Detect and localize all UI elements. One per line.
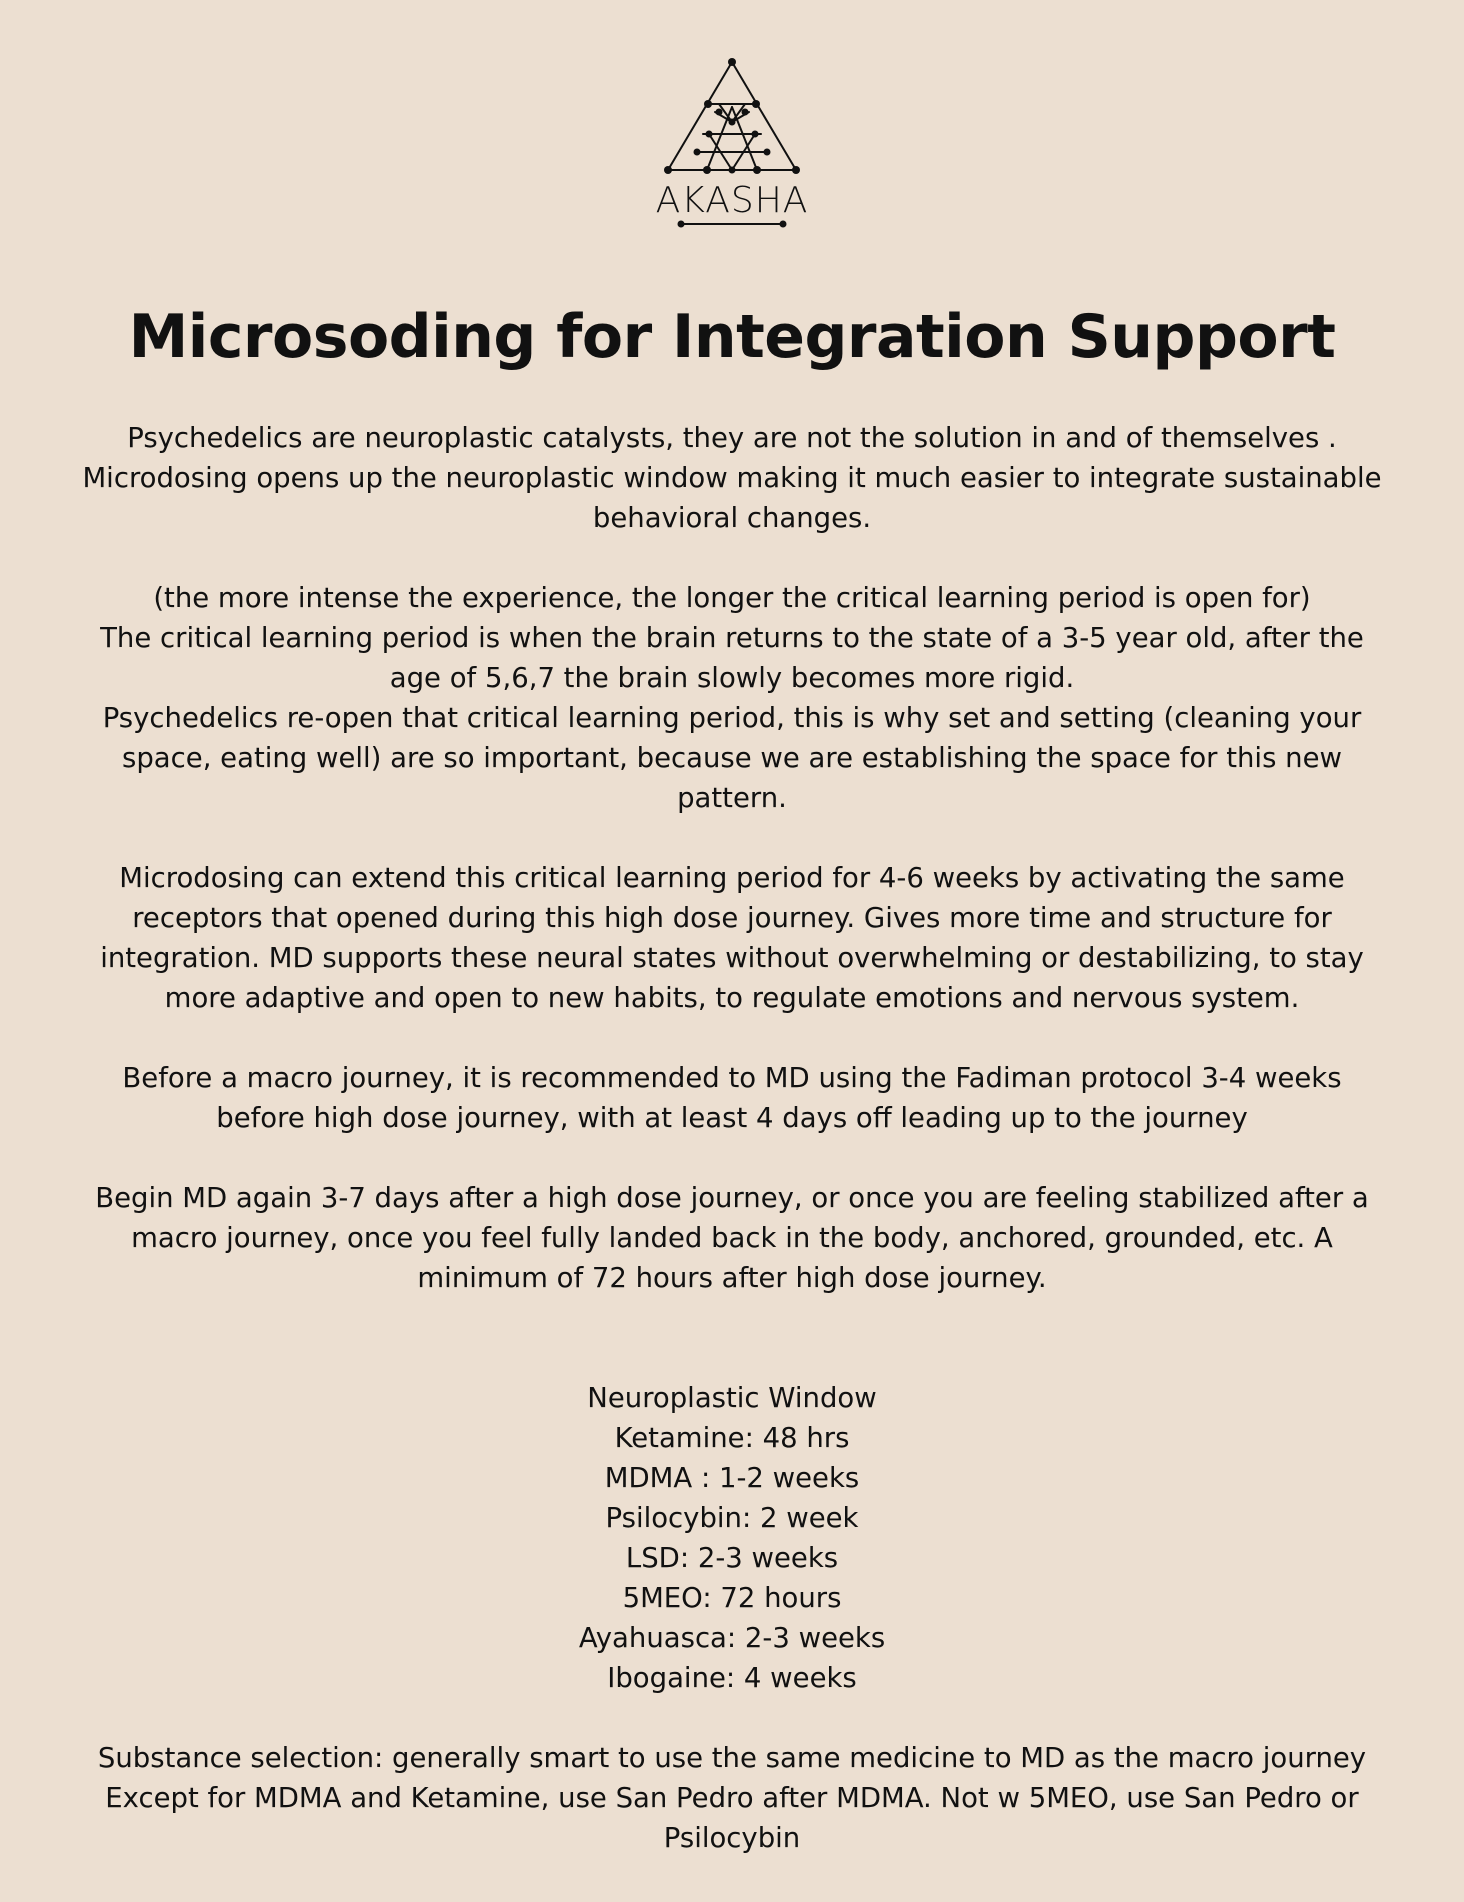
paragraph-microdosing-extend: Microdosing can extend this critical learning period for 4-6 weeks by activating the same receptors that opened during this high dose journey. Gives more time and structure for integration. MD supports these neural states without overwhelming or destabilizing, to stay more adaptive and open to new habits, to regulate emotions and nervous system. (100, 862, 1364, 1014)
spacer (82, 818, 1382, 858)
page-title: Microsoding for Integration Support (128, 302, 1336, 372)
paragraph-reopen: Psychedelics re-open that critical learning period, this is why set and setting (cleaning your space, eating well) are so important, because we are establishing the space for this new pattern. (102, 702, 1362, 814)
spacer (82, 1298, 1382, 1378)
akasha-logo (647, 52, 817, 234)
paragraph-intensity-note: (the more intense the experience, the longer the critical learning period is open for) (153, 582, 1311, 614)
list-item: Ibogaine: 4 weeks (607, 1662, 857, 1694)
list-item: Ketamine: 48 hrs (614, 1422, 850, 1454)
paragraph-critical-period: The critical learning period is when the brain returns to the state of a 3-5 year old, after the age of 5,6,7 the brain slowly becomes more rigid. (100, 622, 1364, 694)
akasha-triangle-icon (668, 62, 796, 170)
paragraph-intro: Psychedelics are neuroplastic catalysts, they are not the solution in and of themselves . Microdosing opens up the neuroplastic window making it much easier to integrate sustainable behavioral changes. (82, 422, 1382, 534)
substance-exceptions: Except for MDMA and Ketamine, use San Pedro after MDMA. Not w 5MEO, use San Pedro or Psilocybin (105, 1782, 1359, 1854)
list-item: 5MEO: 72 hours (622, 1582, 842, 1614)
list-item: MDMA : 1-2 weeks (604, 1462, 860, 1494)
list-item: LSD: 2-3 weeks (625, 1542, 839, 1574)
spacer (82, 1138, 1382, 1178)
paragraph-begin-again: Begin MD again 3-7 days after a high dose journey, or once you are feeling stabilized after a macro journey, once you feel fully landed back in the body, anchored, grounded, etc. A minimum of 72 hours after high dose journey. (95, 1182, 1369, 1294)
spacer (82, 1698, 1382, 1738)
document-body (82, 418, 1382, 1858)
list-item: Ayahuasca: 2-3 weeks (578, 1622, 886, 1654)
logo-wordmark: AKASHA (655, 180, 809, 221)
neuroplastic-window-list (82, 1378, 1382, 1698)
logo-underline (678, 221, 787, 228)
list-item: Psilocybin: 2 week (605, 1502, 859, 1534)
spacer (82, 538, 1382, 578)
list-heading: Neuroplastic Window (587, 1382, 877, 1414)
substance-selection: Substance selection: generally smart to use the same medicine to MD as the macro journey (97, 1742, 1367, 1774)
spacer (82, 1018, 1382, 1058)
paragraph-before-macro: Before a macro journey, it is recommended to MD using the Fadiman protocol 3-4 weeks before high dose journey, with at least 4 days off leading up to the journey (122, 1062, 1342, 1134)
